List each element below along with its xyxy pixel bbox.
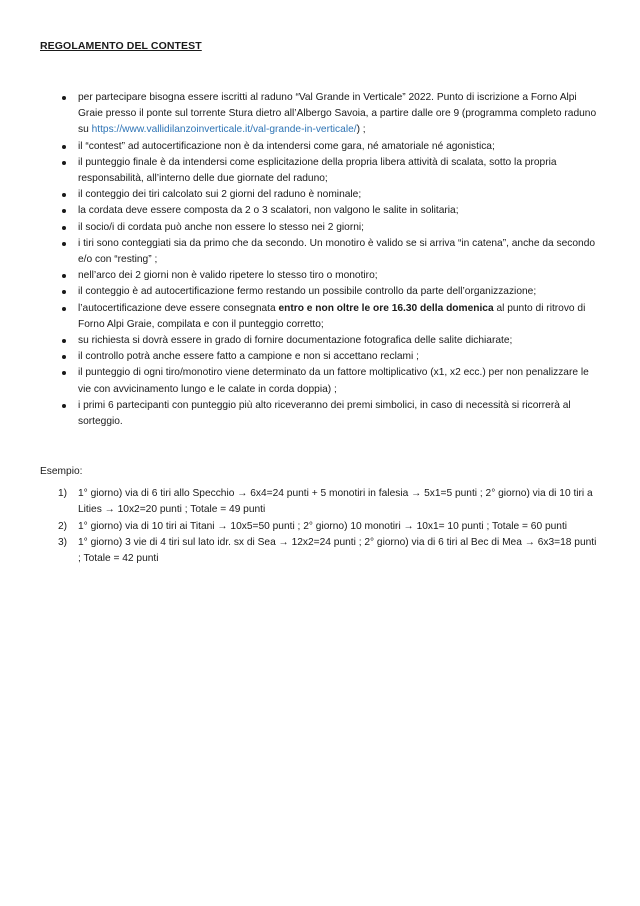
rule-item <box>40 155 600 187</box>
rule-item <box>40 268 600 284</box>
rule-text: il socio/i di cordata può anche non essere lo stesso nei 2 giorni; <box>78 221 364 233</box>
rule-text: la cordata deve essere composta da 2 o 3 scalatori, non valgono le salite in solitaria; <box>78 205 459 217</box>
rule-item <box>40 349 600 365</box>
rule-text: l’autocertificazione deve essere consegnata <box>78 302 279 314</box>
rule-text: il punteggio di ogni tiro/monotiro viene determinato da un fattore moltiplicativo (x1, x2 ecc.) per non penalizzare le vie con avvicinamento lungo e le calate in corda doppia) ; <box>78 367 589 395</box>
rule-text: per partecipare bisogna essere iscritti al raduno “Val Grande in Verticale” 2022. Punto di iscrizione a Forno Alpi Graie presso il ponte sul torrente Stura dietro all’Albergo Savoia, a partire dalle ore 9 (programma completo raduno su <box>78 92 597 136</box>
bullet-icon <box>62 307 66 311</box>
bullet-icon <box>62 226 66 230</box>
example-item <box>40 486 600 518</box>
bullet-icon <box>62 339 66 343</box>
example-item <box>40 535 600 567</box>
rule-item <box>40 284 600 300</box>
rule-text: su richiesta si dovrà essere in grado di fornire documentazione fotografica delle salite dichiarate; <box>78 335 513 347</box>
rule-text: i primi 6 partecipanti con punteggio più alto riceveranno dei premi simbolici, in caso di necessità si ricorrerà al sorteggio. <box>78 399 571 428</box>
bullet-icon <box>62 145 66 149</box>
rule-text: il conteggio è ad autocertificazione fermo restando un possibile controllo da parte dell’organizzazione; <box>78 286 537 298</box>
bullet-icon <box>62 274 66 278</box>
rule-text: il “contest” ad autocertificazione non è da intendersi come gara, né amatoriale né agonistica; <box>78 140 495 152</box>
examples-list <box>40 486 600 567</box>
document-title: REGOLAMENTO DEL CONTEST <box>40 40 202 52</box>
rule-item <box>40 365 600 397</box>
example-text: 1° giorno) via di 6 tiri allo Specchio → 6x4=24 punti + 5 monotiri in falesia → 5x1=5 punti ; 2° giorno) via di 10 tiri a Lities → 10x2=20 punti ; Totale = 49 punti <box>78 488 593 516</box>
bullet-icon <box>62 290 66 294</box>
example-number: 1) <box>58 488 68 500</box>
rule-text: il controllo potrà anche essere fatto a campione e non si accettano reclami ; <box>78 351 419 363</box>
rule-text: il conteggio dei tiri calcolato sui 2 giorni del raduno è nominale; <box>78 189 362 201</box>
example-item <box>40 519 600 535</box>
rule-item <box>40 220 600 236</box>
rule-item <box>40 398 600 430</box>
bullet-icon <box>62 193 66 197</box>
example-label: Esempio: <box>40 466 83 478</box>
rule-item <box>40 301 600 333</box>
rule-item <box>40 203 600 219</box>
bullet-icon <box>62 209 66 213</box>
example-text: 1° giorno) 3 vie di 4 tiri sul lato idr. sx di Sea → 12x2=24 punti ; 2° giorno) via di 6 tiri al Bec di Mea → 6x3=18 punti ; Totale = 42 punti <box>78 536 597 565</box>
bullet-icon <box>62 404 66 408</box>
example-number: 2) <box>58 520 68 532</box>
rule-item <box>40 236 600 268</box>
example-number: 3) <box>58 536 68 548</box>
bullet-icon <box>62 371 66 375</box>
rules-list <box>40 90 600 430</box>
example-text: 1° giorno) via di 10 tiri ai Titani → 10x5=50 punti ; 2° giorno) 10 monotiri → 10x1= 10 punti ; Totale = 60 punti <box>78 520 568 532</box>
bullet-icon <box>62 96 66 100</box>
rule-item <box>40 139 600 155</box>
bullet-icon <box>62 161 66 165</box>
rule-text: al punto di ritrovo di Forno Alpi Graie, compilata e con il punteggio corretto; <box>78 302 586 330</box>
rule-text: il punteggio finale è da intendersi come esplicitazione della propria libera attività di scalata, sotto la propria responsabilità, all’interno delle due giornate del raduno; <box>78 156 557 185</box>
program-link[interactable]: https://www.vallidilanzoinverticale.it/val-grande-in-verticale/ <box>91 124 357 136</box>
bullet-icon <box>62 355 66 359</box>
rule-text: i tiri sono conteggiati sia da primo che da secondo. Un monotiro è valido se si arriva “in catena”, anche da secondo e/o con “resting” ; <box>78 237 596 266</box>
rule-text: ) ; <box>356 124 366 136</box>
bullet-icon <box>62 242 66 246</box>
rule-text: nell’arco dei 2 giorni non è valido ripetere lo stesso tiro o monotiro; <box>78 270 378 282</box>
rule-emphasis: entro e non oltre le ore 16.30 della domenica <box>278 302 494 314</box>
rule-item <box>40 90 600 139</box>
rule-item <box>40 187 600 203</box>
rule-item <box>40 333 600 349</box>
